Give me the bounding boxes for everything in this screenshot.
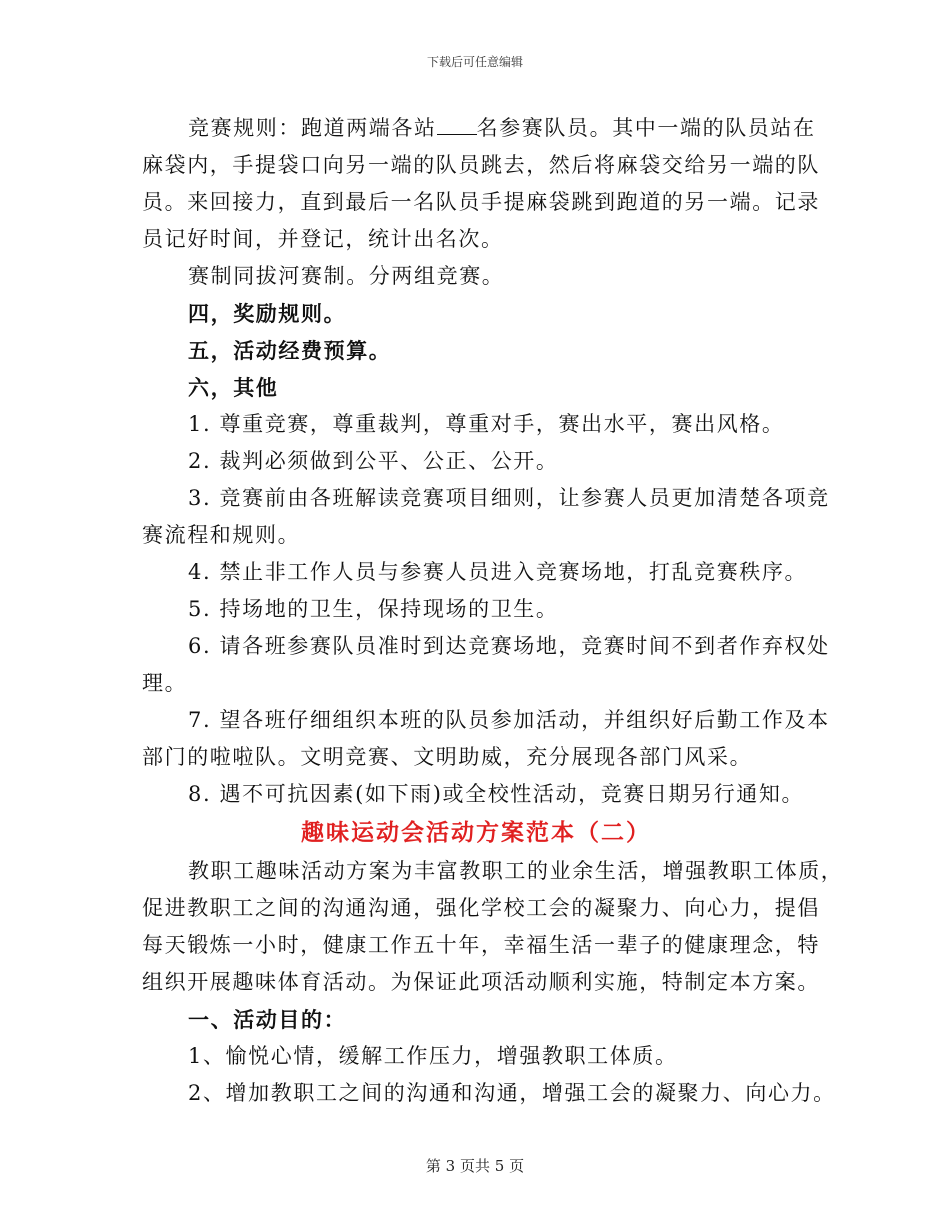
intro-paragraph-line: 教职工趣味活动方案为丰富教职工的业余生活，增强教职工体质， bbox=[188, 859, 844, 883]
section-title: 趣味运动会活动方案范本（二） bbox=[301, 819, 651, 846]
rule-paragraph-line: 员记好时间，并登记，统计出名次。 bbox=[142, 227, 504, 251]
document-body bbox=[142, 110, 844, 1112]
rule-text-end: 名参赛队员。其中一端的队员站在 bbox=[476, 116, 816, 140]
rule-paragraph-line bbox=[142, 110, 816, 147]
goal-item: 1、愉悦心情，缓解工作压力，增强教职工体质。 bbox=[188, 1044, 678, 1068]
intro-paragraph-line: 组织开展趣味体育活动。为保证此项活动顺利实施，特制定本方案。 bbox=[142, 970, 820, 994]
intro-paragraph-line: 促进教职工之间的沟通沟通，强化学校工会的凝聚力、向心力，提倡 bbox=[142, 896, 820, 920]
fill-in-blank bbox=[437, 114, 477, 135]
list-item: 7. 望各班仔细组织本班的队员参加活动，并组织好后勤工作及本 bbox=[188, 708, 830, 732]
format-paragraph: 赛制同拔河赛制。分两组竞赛。 bbox=[188, 264, 505, 288]
heading-reward-rules: 四，奖励规则。 bbox=[188, 301, 347, 326]
rule-paragraph-line: 员。来回接力，直到最后一名队员手提麻袋跳到跑道的另一端。记录 bbox=[142, 190, 820, 214]
list-item-continuation: 赛流程和规则。 bbox=[142, 523, 301, 547]
heading-budget: 五，活动经费预算。 bbox=[188, 338, 392, 363]
list-item: 6. 请各班参赛队员准时到达竞赛场地，竞赛时间不到者作弃权处 bbox=[188, 634, 830, 658]
rule-paragraph-line: 麻袋内，手提袋口向另一端的队员跳去，然后将麻袋交给另一端的队 bbox=[142, 153, 820, 177]
list-item: 8. 遇不可抗因素(如下雨)或全校性活动，竞赛日期另行通知。 bbox=[188, 782, 805, 806]
page-footer: 第 3 页共 5 页 bbox=[425, 1157, 525, 1175]
list-item: 4. 禁止非工作人员与参赛人员进入竞赛场地，打乱竞赛秩序。 bbox=[188, 560, 808, 584]
intro-paragraph-line: 每天锻炼一小时，健康工作五十年，幸福生活一辈子的健康理念，特 bbox=[142, 933, 820, 957]
list-item: 5. 持场地的卫生，保持现场的卫生。 bbox=[188, 597, 559, 621]
list-item: 1. 尊重竞赛，尊重裁判，尊重对手，赛出水平，赛出风格。 bbox=[188, 412, 785, 436]
list-item: 3. 竞赛前由各班解读竞赛项目细则，让参赛人员更加清楚各项竞 bbox=[188, 486, 830, 510]
list-item-continuation: 理。 bbox=[142, 671, 188, 695]
heading-activity-purpose: 一、活动目的： bbox=[188, 1007, 347, 1032]
rule-text-start: 竞赛规则：跑道两端各站 bbox=[188, 116, 437, 140]
goal-item: 2、增加教职工之间的沟通和沟通，增强工会的凝聚力、向心力。 bbox=[188, 1081, 836, 1105]
list-item-continuation: 部门的啦啦队。文明竞赛、文明助威，充分展现各部门风采。 bbox=[142, 745, 753, 769]
heading-other: 六，其他 bbox=[188, 375, 279, 400]
page-header: 下载后可任意编辑 bbox=[426, 55, 523, 69]
list-item: 2. 裁判必须做到公平、公正、公开。 bbox=[188, 449, 559, 473]
